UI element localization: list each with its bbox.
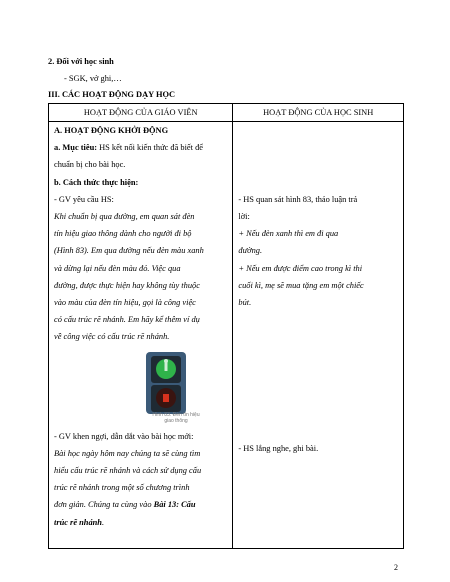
teacher-activity-cell: [49, 122, 233, 549]
teacher-instruction-line: - GV yêu cầu HS:: [54, 194, 114, 204]
teacher-instruction-line: Khi chuẩn bị qua đường, em quan sát đèn: [54, 212, 195, 222]
activity-title: A. HOẠT ĐỘNG KHỞI ĐỘNG: [54, 126, 169, 135]
teacher-instruction-line: (Hình 83). Em qua đường nếu đèn màu xanh: [54, 246, 204, 256]
teacher-closing-line: hiểu cấu trúc rẽ nhánh và cách sử dụng cấu: [54, 466, 202, 476]
teacher-closing-line: trúc rẽ nhánh trong một số chương trình: [54, 483, 190, 493]
student-activity-cell: [233, 122, 404, 549]
teacher-instruction-line: có cấu trúc rẽ nhánh. Em hãy kể thêm ví dụ: [54, 315, 200, 325]
figure-caption: Hình 83. Đèn tín hiệu: [152, 411, 200, 418]
teacher-instruction-line: về công việc có cấu trúc rẽ nhánh.: [54, 332, 170, 342]
method-label: b. Cách thức thực hiện:: [54, 177, 139, 187]
student-response-line: + Nếu em được điểm cao trong kì thi: [238, 263, 363, 273]
teacher-closing-line: đơn giản. Chúng ta cùng vào Bài 13: Cấu: [54, 500, 196, 510]
goal-line: a. Mục tiêu: HS kết nối kiến thức đã biết để: [54, 143, 203, 153]
section-2-heading: 2. Đối với học sinh: [48, 57, 114, 66]
student-response-line: bút.: [238, 298, 252, 308]
teacher-column-header: HOẠT ĐỘNG CỦA GIÁO VIÊN: [49, 104, 233, 122]
goal-line-2: chuẩn bị cho bài học.: [54, 160, 126, 170]
student-response-line: lời:: [238, 212, 250, 221]
teacher-instruction-line: vào màu của đèn tín hiệu, gọi là công việc: [54, 298, 196, 308]
student-response-line: cuối kì, mẹ sẽ mua tặng em một chiếc: [238, 280, 364, 290]
student-listen-line: - HS lắng nghe, ghi bài.: [238, 444, 319, 454]
lesson-activity-table: [48, 103, 404, 549]
page-number: 2: [394, 563, 398, 572]
teacher-closing-line: Bài học ngày hôm nay chúng ta sẽ cùng tìm: [54, 448, 201, 458]
figure-caption-2: giao thông: [164, 417, 188, 424]
section-2-item: - SGK, vở ghi,…: [64, 74, 122, 83]
student-response-line: - HS quan sát hình 83, thảo luận trả: [238, 194, 358, 204]
student-response-line: đường.: [238, 246, 263, 256]
student-response-line: + Nếu đèn xanh thì em đi qua: [238, 229, 339, 239]
traffic-light-figure: [49, 346, 232, 428]
teacher-instruction-line: tín hiệu giao thông dành cho người đi bộ: [54, 229, 192, 239]
teacher-closing-line: trúc rẽ nhánh.: [54, 517, 105, 527]
teacher-closing-line: - GV khen ngợi, dẫn dắt vào bài học mới:: [54, 431, 194, 441]
section-3-heading: III. CÁC HOẠT ĐỘNG DẠY HỌC: [48, 90, 176, 99]
teacher-instruction-line: và dừng lại nếu đèn màu đỏ. Việc qua: [54, 263, 181, 273]
teacher-instruction-line: đường, được thực hiện hay không tùy thuộc: [54, 280, 200, 290]
student-column-header: HOẠT ĐỘNG CỦA HỌC SINH: [233, 104, 404, 122]
